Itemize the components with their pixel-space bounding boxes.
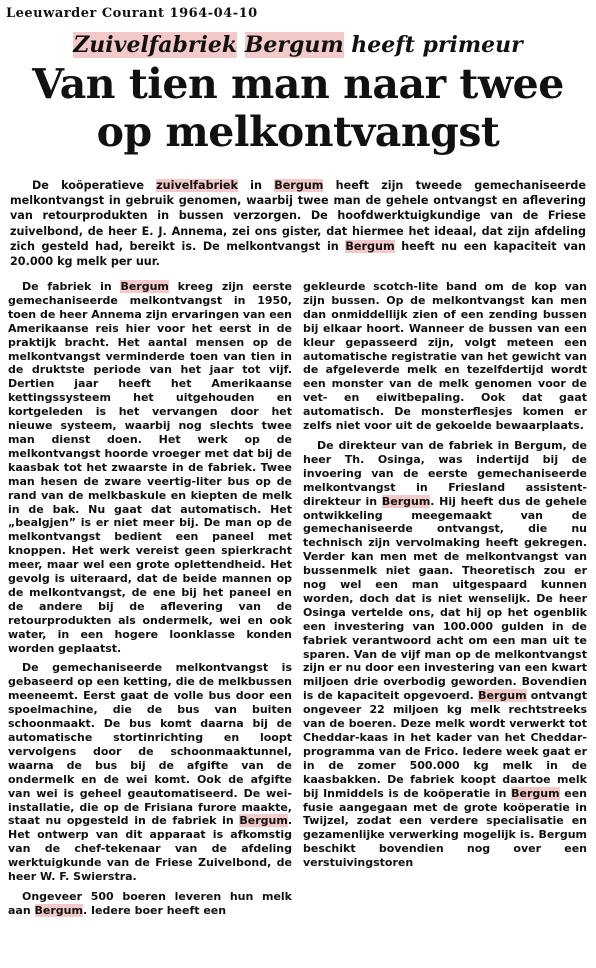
- body-text: De fabriek in: [22, 280, 121, 293]
- kicker-highlight-1: Zuivelfabriek: [73, 32, 238, 58]
- body-highlight: Bergum: [120, 280, 169, 293]
- body-text: De direkteur van de fabriek in Bergum, de heer Th. Osinga, was indertijd bij de invoering van de eerste gemechaniseerde melkontvangst in Friesland assistent-direkteur in: [303, 438, 587, 508]
- body-paragraph: gekleurde scotch-lite band om de kop van zijn bussen. Op de melkontvangst kan men dan onmiddellijk zien of een zending bussen bij elkaar hoort. Wanneer de bussen van een kleur gepasseerd zijn, volgt meteen een automatische registratie van het gewicht van de afgeleverde melk en tezelfdertijd wordt een monster van de melk genomen voor de vet- en eiwitbepaling. Ook dat gaat automatisch. De monsterflesjes komen er zelfs niet voor uit de gekoelde bewaarplaats.: [303, 280, 587, 433]
- body-highlight: Bergum: [511, 786, 560, 800]
- kicker-highlight-2: Bergum: [244, 32, 344, 58]
- body-text: een fusie aangegaan met de grote koöperatie in Twijzel, zodat een verdere specialisatie en gezamenlijke verwerking mogelijk is. Bergum beschikt bovendien nog over een verstuivingstoren: [303, 786, 587, 870]
- lead-paragraph: [10, 178, 586, 269]
- body-highlight: Bergum: [239, 814, 288, 828]
- body-text: . Iedere boer heeft een: [82, 903, 227, 917]
- article-column-left: [8, 280, 292, 924]
- body-text: . Het ontwerp van dit apparaat is afkomstig van de chef-tekenaar van de afdeling werktuigkunde van de Friese Zuivelbond, de heer W. F. Swierstra.: [8, 814, 292, 884]
- lead-highlight: Bergum: [274, 179, 324, 192]
- headline-line-2: op melkontvangst: [96, 108, 500, 156]
- lead-text: in: [237, 179, 275, 192]
- body-text: De gemechaniseerde melkontvangst is gebaseerd op een ketting, die de melkbussen meeneemt. Eerst gaat de volle bus door een spoelmachine, die de bus van buiten schoonmaakt. De bus komt daarna bij de automatische stortinrichting en loopt vervolgens door de schoonmaaktunnel, waarna de bus bij de afgifte van de ondermelk en de wei komt. Ook de afgifte van wei is geheel geautomatiseerd. De wei-installatie, die op de Frisiana furore maakte, staat nu opgesteld in de fabriek in: [8, 661, 292, 828]
- kicker-rest: heeft primeur: [351, 32, 523, 58]
- body-text: ontvangt ongeveer 22 miljoen kg melk rechtstreeks van de boeren. Deze melk wordt verwerkt tot Cheddar-kaas in het kader van het Cheddar-programma van de Frico. Iedere week gaat er in de zomer 500.000 kg melk in de kaasbakken. De fabriek koopt daartoe melk bij Inmiddels is de koöperatie in: [303, 689, 587, 800]
- body-paragraph: [303, 439, 587, 870]
- headline: [0, 60, 596, 156]
- lead-highlight: zuivelfabriek: [156, 179, 238, 192]
- article-column-right: [303, 280, 587, 876]
- newspaper-source: Leeuwarder Courant 1964-04-10: [6, 6, 258, 21]
- kicker: [0, 32, 596, 58]
- body-text: kreeg zijn eerste gemechaniseerde melkontvangst in 1950, toen de heer Annema zijn ervaringen van een Amerikaanse reis hier voor het eerst in de praktijk bracht. Het aantal mensen op de melkontvangst verminderde toen van tien in de druktste periode van het jaar tot vijf. Dertien jaar heeft het Amerikaanse kettingssysteem het uitgehouden en kortgeleden is het vervangen door het nieuwe systeem, waarbij nog slechts twee man dienst doen. Het werk op de melkontvangst hoorde vroeger met dat bij de kaasbak tot het zwaarste in de fabriek. Twee man hesen de zware veertig-liter bus op de rand van de melkbaskule en kiepten de melk in de bak. Nu gaat dat automatisch. Het „bealgjen” is er niet meer bij. De man op de melkontvangst bedient een paneel met knoppen. Het werk vereist geen spierkracht meer, maar wel een grote oplettendheid. Het gevolg is uiteraard, dat de beide mannen op de melkontvangst, de ene bij het paneel en de andere bij de aflevering van de retourprodukten als ondermelk, wei en ook water, in een hogere loonklasse konden worden geplaatst.: [8, 280, 292, 655]
- lead-text: heeft zijn tweede gemechaniseerde melkontvangst in gebruik genomen, waarbij twee man de gehele ontvangst en aflevering van retourprodukten in bussen verzorgen. De hoofdwerktuigkundige van de Friese zuivelbond, de heer E. J. Annema, zei ons gister, dat hiermee het ideaal, dat zijn afdeling zich gesteld had, bereikt is. De melkontvangst in: [10, 179, 586, 253]
- body-highlight: Bergum: [381, 494, 431, 508]
- body-highlight: Bergum: [34, 903, 83, 917]
- lead-text: heeft nu een kapaciteit van 20.000 kg melk per uur.: [10, 239, 587, 269]
- body-paragraph: [8, 890, 292, 918]
- body-highlight: Bergum: [478, 689, 527, 703]
- body-paragraph: [8, 280, 292, 655]
- lead-text: De koöperatieve: [32, 179, 157, 192]
- lead-highlight: Bergum: [345, 239, 395, 253]
- body-text: Ongeveer 500 boeren leveren hun melk aan: [8, 889, 292, 917]
- body-paragraph: [8, 661, 292, 884]
- body-text: . Hij heeft dus de gehele ontwikkeling meegemaakt van de gemechaniseerde ontvangst, die nu technisch zijn vervolmaking heeft gekregen. Verder kan men met de melkontvangst van bussenmelk niet gaan. Theoretisch zou er nog wel een man uitgespaard kunnen worden, doch dat is niet wenselijk. De heer Osinga vertelde ons, dat hij op het ogenblik een investering van 100.000 gulden in de fabriek verantwoord acht om een man uit te sparen. Van de vijf man op de melkontvangst zijn er nu door een investering van een kwart miljoen drie overbodig geworden. Bovendien is de kapaciteit opgevoerd.: [303, 494, 587, 703]
- headline-line-1: Van tien man naar twee: [32, 60, 564, 108]
